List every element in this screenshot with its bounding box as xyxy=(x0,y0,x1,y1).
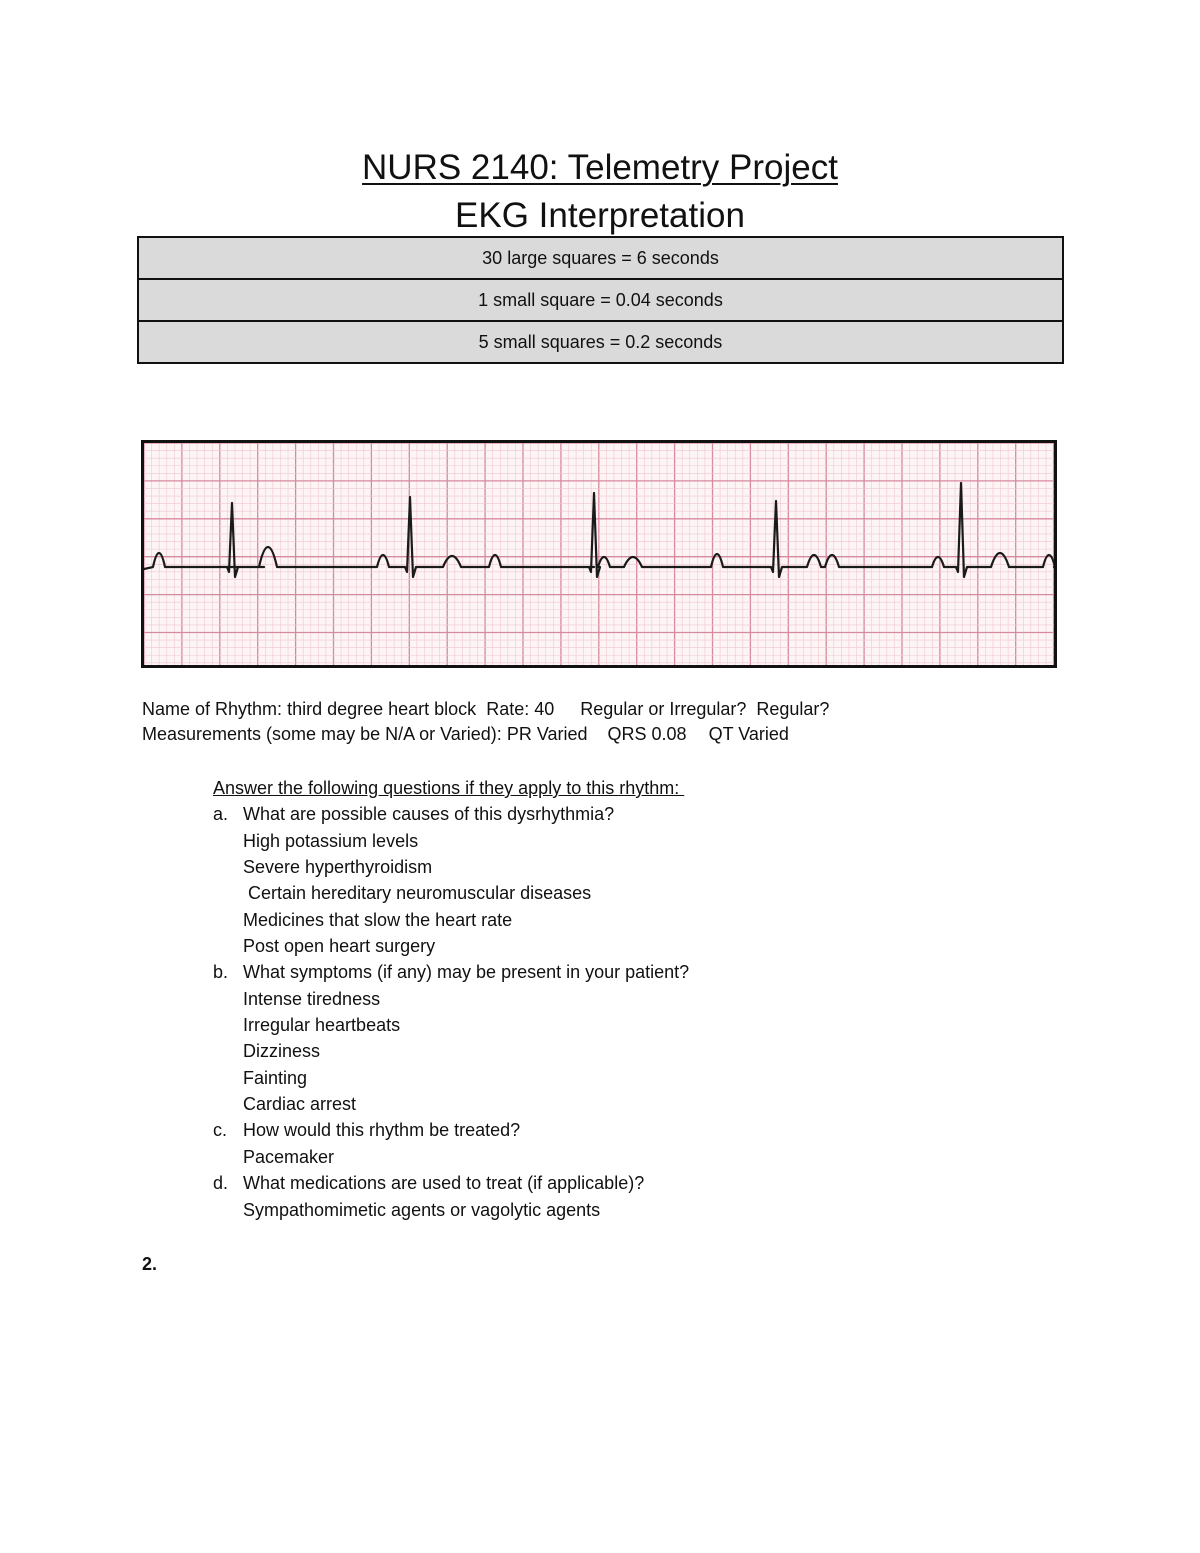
measurements-label: Measurements (some may be N/A or Varied): xyxy=(142,724,502,744)
question-text: What symptoms (if any) may be present in your patient? xyxy=(243,962,690,982)
rhythm-line xyxy=(142,697,829,721)
answer-item: Intense tiredness xyxy=(243,989,381,1009)
rate-value: 40 xyxy=(534,699,555,719)
answer-item: Dizziness xyxy=(243,1041,321,1061)
regularity-value: Regular? xyxy=(756,699,830,719)
questions-heading: Answer the following questions if they apply to this rhythm: xyxy=(213,778,685,798)
document-subtitle: EKG Interpretation xyxy=(455,196,745,235)
question-label: b. xyxy=(213,962,229,982)
question-label: d. xyxy=(213,1173,229,1193)
rhythm-name-value: third degree heart block xyxy=(287,699,477,719)
regularity-label: Regular or Irregular? xyxy=(580,699,747,719)
question-text: What are possible causes of this dysrhythmia? xyxy=(243,804,615,824)
rhythm-name-label: Name of Rhythm: xyxy=(142,699,283,719)
rate-label: Rate: xyxy=(486,699,530,719)
ekg-rhythm-strip xyxy=(144,443,1054,665)
answer-item: Sympathomimetic agents or vagolytic agents xyxy=(243,1200,601,1220)
measurements-line xyxy=(142,722,789,746)
qrs-value: QRS 0.08 xyxy=(607,724,687,744)
answer-item: Pacemaker xyxy=(243,1147,335,1167)
answer-item: High potassium levels xyxy=(243,831,419,851)
question-label: a. xyxy=(213,804,229,824)
answer-item: Irregular heartbeats xyxy=(243,1015,401,1035)
reference-row: 30 large squares = 6 seconds xyxy=(138,237,1063,279)
answer-item: Cardiac arrest xyxy=(243,1094,357,1114)
qt-value: QT Varied xyxy=(708,724,789,744)
question-text: How would this rhythm be treated? xyxy=(243,1120,521,1140)
answer-item: Fainting xyxy=(243,1068,308,1088)
document-title: NURS 2140: Telemetry Project xyxy=(362,148,838,187)
answer-item: Medicines that slow the heart rate xyxy=(243,910,513,930)
reference-table xyxy=(137,236,1064,364)
question-text: What medications are used to treat (if applicable)? xyxy=(243,1173,645,1193)
ekg-strip xyxy=(141,440,1057,668)
answer-item: Post open heart surgery xyxy=(243,936,436,956)
answer-item: Certain hereditary neuromuscular diseases xyxy=(243,883,592,903)
pr-value: PR Varied xyxy=(506,724,588,744)
question-number: 2. xyxy=(142,1254,158,1274)
ekg-grid xyxy=(144,443,1054,665)
reference-row: 1 small square = 0.04 seconds xyxy=(138,279,1063,321)
answer-item: Severe hyperthyroidism xyxy=(243,857,433,877)
reference-row: 5 small squares = 0.2 seconds xyxy=(138,321,1063,363)
question-label: c. xyxy=(213,1120,228,1140)
